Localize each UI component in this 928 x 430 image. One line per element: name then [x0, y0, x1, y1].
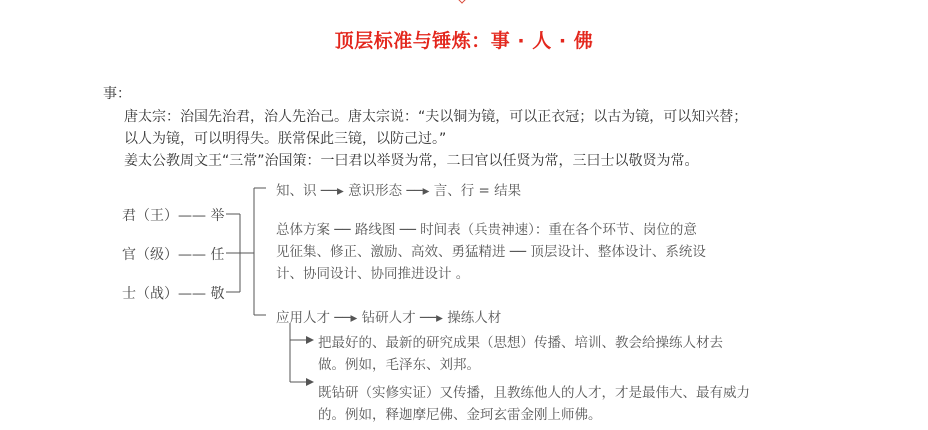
arrow-sub-2-icon — [306, 378, 314, 386]
sub-branch-2-line-2: 的。例如，释迦摩尼佛、金珂玄雷金刚上师佛。 — [318, 407, 602, 423]
branch-bottom: 应用人才 ──▸ 钻研人才 ──▸ 操练人材 — [276, 310, 502, 326]
arrow-sub-1-icon — [306, 336, 314, 344]
branch-middle-line-1: 总体方案 ── 路线图 ── 时间表（兵贵神速）：重在各个环节、岗位的意 — [276, 222, 697, 238]
paragraph-line-3: 姜太公教周文王“三常”治国策：一曰君以举贤为常，二曰官以任贤为常，三曰士以敬贤为常。 — [124, 153, 699, 169]
sub-branch-2-line-1: 既钻研（实修实证）又传播，且教练他人的人才，才是最伟大、最有威力 — [318, 385, 750, 401]
branch-top: 知、识 ──▸ 意识形态 ──▸ 言、行 = 结果 — [276, 183, 522, 199]
sub-branch-1-line-1: 把最好的、最新的研究成果（思想）传播、培训、教会给操练人材去 — [318, 335, 723, 351]
branch-middle-line-3: 计、协同设计、协同推进设计 。 — [276, 266, 470, 282]
left-item-1: 君（王）—— 举 — [122, 208, 225, 224]
paragraph-line-1: 唐太宗：治国先治君，治人先治己。唐太宗说：“夫以铜为镜，可以正衣冠；以古为镜，可以知兴替； — [124, 109, 748, 125]
left-item-2: 官（级）—— 任 — [122, 247, 225, 263]
branch-middle-line-2: 见征集、修正、激励、高效、勇猛精进 ── 顶层设计、整体设计、系统设 — [276, 244, 706, 260]
paragraph-line-2: 以人为镜，可以明得失。朕常保此三镜，以防己过。” — [124, 131, 447, 147]
sub-branch-1-line-2: 做。例如，毛泽东、刘邦。 — [318, 357, 480, 373]
page-title: 顶层标准与锤炼：事 · 人 · 佛 — [334, 30, 594, 52]
left-item-3: 士（战）—— 敬 — [122, 286, 225, 302]
section-label: 事： — [103, 86, 131, 102]
